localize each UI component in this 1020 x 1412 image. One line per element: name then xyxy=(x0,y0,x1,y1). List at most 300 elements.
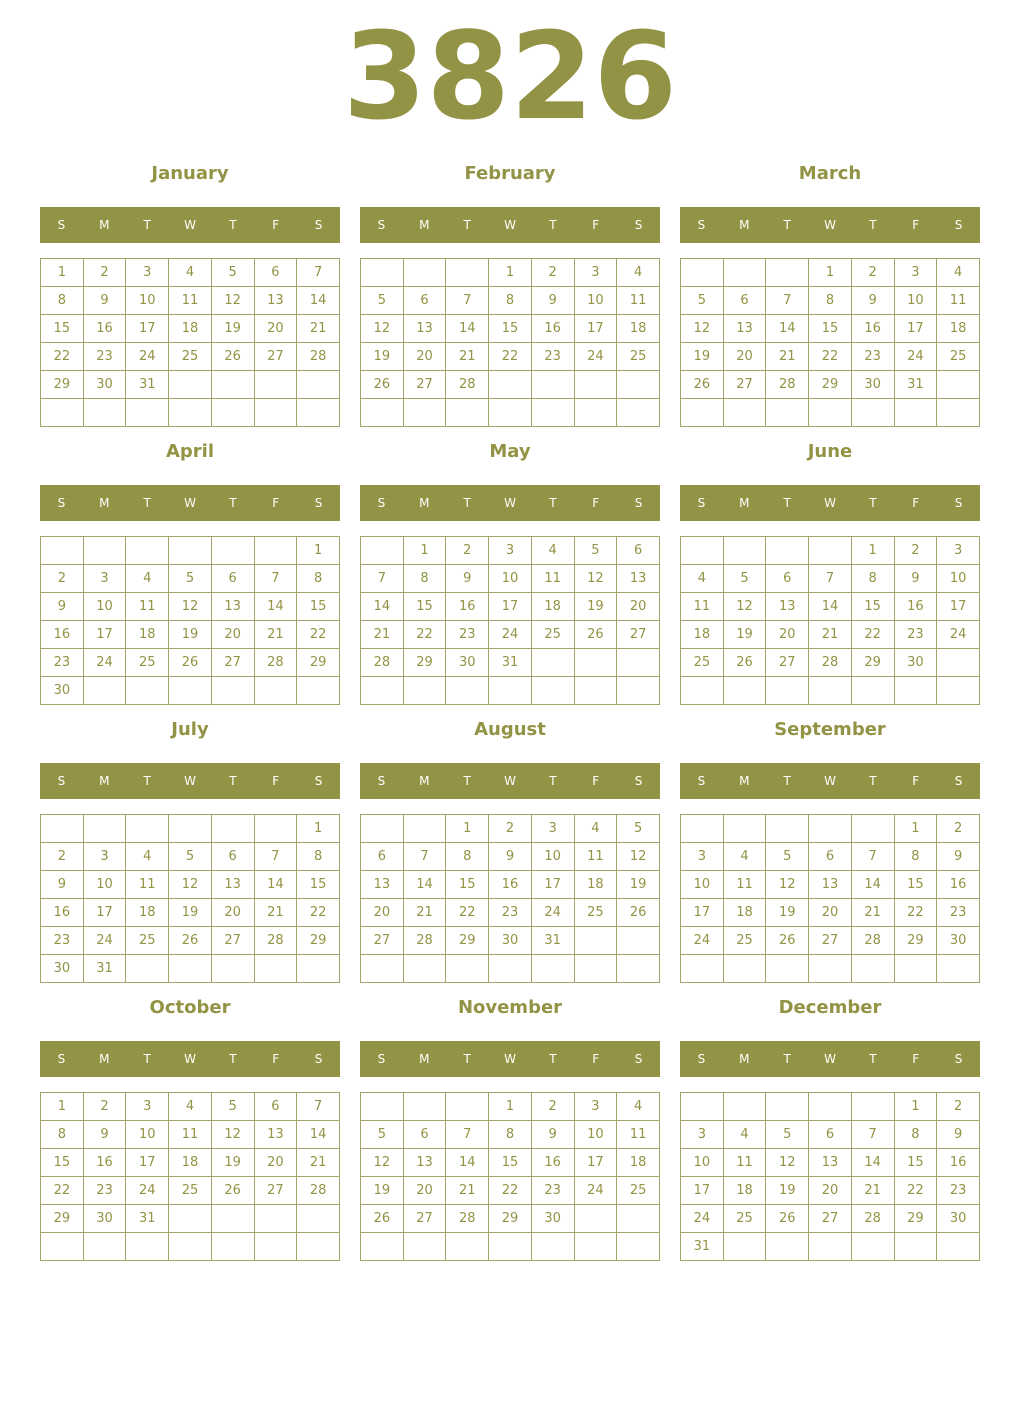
day-cell: 8 xyxy=(297,565,340,593)
day-cell: 15 xyxy=(41,315,84,343)
day-cell: 30 xyxy=(937,927,980,955)
day-cell: 7 xyxy=(403,843,446,871)
day-cell: 10 xyxy=(574,1121,617,1149)
day-cell: 1 xyxy=(809,259,852,287)
week-row xyxy=(361,399,660,427)
week-row xyxy=(41,927,340,955)
empty-day-cell xyxy=(937,649,980,677)
day-cell: 30 xyxy=(446,649,489,677)
empty-day-cell xyxy=(531,649,574,677)
day-cell: 5 xyxy=(361,287,404,315)
week-row xyxy=(361,1121,660,1149)
weekday-label: T xyxy=(463,218,471,232)
weekday-header xyxy=(360,485,660,521)
day-cell: 8 xyxy=(894,1121,937,1149)
week-row xyxy=(361,1177,660,1205)
day-cell: 23 xyxy=(489,899,532,927)
day-cell: 23 xyxy=(83,1177,126,1205)
empty-day-cell xyxy=(681,537,724,565)
weekday-label: W xyxy=(184,1052,196,1066)
empty-day-cell xyxy=(894,677,937,705)
empty-day-cell xyxy=(766,259,809,287)
empty-day-cell xyxy=(809,1093,852,1121)
day-cell: 4 xyxy=(617,1093,660,1121)
empty-day-cell xyxy=(254,955,297,983)
weekday-label: M xyxy=(419,218,430,232)
empty-day-cell xyxy=(169,955,212,983)
weekday-label: T xyxy=(783,218,791,232)
day-cell: 27 xyxy=(211,649,254,677)
day-cell: 26 xyxy=(361,1205,404,1233)
empty-day-cell xyxy=(894,399,937,427)
day-cell: 30 xyxy=(531,1205,574,1233)
weekday-label: S xyxy=(314,774,323,788)
day-cell: 5 xyxy=(723,565,766,593)
weekday-header xyxy=(680,207,980,243)
weekday-label: T xyxy=(463,774,471,788)
week-row xyxy=(681,955,980,983)
empty-day-cell xyxy=(489,1233,532,1261)
week-row xyxy=(681,843,980,871)
day-cell: 28 xyxy=(851,1205,894,1233)
weekday-label: W xyxy=(504,774,516,788)
day-cell: 6 xyxy=(254,259,297,287)
day-cell: 1 xyxy=(851,537,894,565)
empty-day-cell xyxy=(574,399,617,427)
day-cell: 11 xyxy=(169,287,212,315)
day-cell: 10 xyxy=(126,287,169,315)
day-cell: 20 xyxy=(617,593,660,621)
day-cell: 16 xyxy=(83,1149,126,1177)
day-cell: 19 xyxy=(766,1177,809,1205)
day-cell: 21 xyxy=(254,621,297,649)
week-row xyxy=(41,537,340,565)
empty-day-cell xyxy=(254,815,297,843)
weekday-label: S xyxy=(57,1052,66,1066)
day-cell: 5 xyxy=(361,1121,404,1149)
day-cell: 3 xyxy=(894,259,937,287)
day-cell: 13 xyxy=(723,315,766,343)
weekday-label: W xyxy=(504,1052,516,1066)
day-cell: 11 xyxy=(169,1121,212,1149)
month-name: June xyxy=(807,441,853,462)
week-row xyxy=(361,677,660,705)
weekday-label: T xyxy=(783,496,791,510)
empty-day-cell xyxy=(446,1093,489,1121)
empty-day-cell xyxy=(617,927,660,955)
empty-day-cell xyxy=(446,259,489,287)
day-cell: 8 xyxy=(403,565,446,593)
day-cell: 27 xyxy=(254,1177,297,1205)
day-cell: 1 xyxy=(41,259,84,287)
empty-day-cell xyxy=(361,259,404,287)
day-cell: 18 xyxy=(574,871,617,899)
weekday-label: F xyxy=(912,774,920,788)
weekday-label: F xyxy=(592,218,600,232)
week-row xyxy=(41,1177,340,1205)
day-cell: 9 xyxy=(83,1121,126,1149)
day-cell: 26 xyxy=(169,927,212,955)
weekday-header xyxy=(680,485,980,521)
day-cell: 12 xyxy=(211,1121,254,1149)
empty-day-cell xyxy=(766,815,809,843)
day-cell: 20 xyxy=(254,315,297,343)
day-cell: 19 xyxy=(361,343,404,371)
day-cell: 17 xyxy=(574,1149,617,1177)
empty-day-cell xyxy=(809,537,852,565)
empty-day-cell xyxy=(41,399,84,427)
day-cell: 23 xyxy=(446,621,489,649)
day-cell: 9 xyxy=(531,287,574,315)
day-cell: 15 xyxy=(489,1149,532,1177)
week-row xyxy=(361,371,660,399)
day-cell: 17 xyxy=(126,315,169,343)
day-cell: 29 xyxy=(297,927,340,955)
day-cell: 14 xyxy=(297,287,340,315)
day-cell: 24 xyxy=(894,343,937,371)
empty-day-cell xyxy=(297,399,340,427)
weekday-label: S xyxy=(57,496,66,510)
day-cell: 8 xyxy=(489,1121,532,1149)
day-cell: 12 xyxy=(766,1149,809,1177)
week-row xyxy=(361,955,660,983)
empty-day-cell xyxy=(41,1233,84,1261)
day-cell: 20 xyxy=(766,621,809,649)
day-cell: 4 xyxy=(169,259,212,287)
day-cell: 16 xyxy=(531,1149,574,1177)
day-cell: 31 xyxy=(894,371,937,399)
week-row xyxy=(681,399,980,427)
day-cell: 22 xyxy=(851,621,894,649)
weekday-label: S xyxy=(377,1052,386,1066)
weekday-label: S xyxy=(954,218,963,232)
weekday-header xyxy=(40,763,340,799)
day-cell: 3 xyxy=(126,1093,169,1121)
day-cell: 27 xyxy=(766,649,809,677)
empty-day-cell xyxy=(297,1205,340,1233)
weekday-header xyxy=(680,1041,980,1077)
day-cell: 11 xyxy=(681,593,724,621)
month-name: September xyxy=(774,719,886,740)
day-cell: 18 xyxy=(126,621,169,649)
empty-day-cell xyxy=(531,371,574,399)
day-cell: 25 xyxy=(169,1177,212,1205)
weekday-label: M xyxy=(99,218,110,232)
weekday-label: W xyxy=(824,496,836,510)
day-cell: 2 xyxy=(937,815,980,843)
day-cell: 10 xyxy=(574,287,617,315)
weekday-header xyxy=(360,763,660,799)
week-row xyxy=(681,1177,980,1205)
day-cell: 4 xyxy=(126,565,169,593)
day-cell: 17 xyxy=(681,1177,724,1205)
empty-day-cell xyxy=(403,1233,446,1261)
day-cell: 13 xyxy=(766,593,809,621)
weekday-label: S xyxy=(377,774,386,788)
weekday-label: F xyxy=(592,1052,600,1066)
weekday-label: M xyxy=(419,1052,430,1066)
day-cell: 31 xyxy=(126,1205,169,1233)
day-cell: 19 xyxy=(361,1177,404,1205)
day-cell: 7 xyxy=(361,565,404,593)
empty-day-cell xyxy=(403,677,446,705)
empty-day-cell xyxy=(681,1093,724,1121)
day-cell: 25 xyxy=(574,899,617,927)
day-cell: 18 xyxy=(169,315,212,343)
day-cell: 27 xyxy=(254,343,297,371)
week-row xyxy=(41,843,340,871)
weekday-label: S xyxy=(377,218,386,232)
empty-day-cell xyxy=(894,1233,937,1261)
week-row xyxy=(681,1205,980,1233)
day-cell: 24 xyxy=(937,621,980,649)
day-cell: 18 xyxy=(617,1149,660,1177)
day-cell: 21 xyxy=(851,899,894,927)
weekday-label: F xyxy=(912,218,920,232)
day-cell: 15 xyxy=(809,315,852,343)
day-cell: 29 xyxy=(41,371,84,399)
day-cell: 17 xyxy=(574,315,617,343)
empty-day-cell xyxy=(766,1093,809,1121)
day-cell: 6 xyxy=(809,1121,852,1149)
empty-day-cell xyxy=(169,1233,212,1261)
day-cell: 1 xyxy=(489,259,532,287)
day-cell: 1 xyxy=(446,815,489,843)
day-cell: 14 xyxy=(403,871,446,899)
day-cell: 7 xyxy=(446,1121,489,1149)
day-cell: 7 xyxy=(446,287,489,315)
week-row xyxy=(41,677,340,705)
weekday-label: M xyxy=(419,774,430,788)
day-cell: 15 xyxy=(297,593,340,621)
day-cell: 24 xyxy=(126,1177,169,1205)
day-cell: 14 xyxy=(851,871,894,899)
day-cell: 17 xyxy=(83,621,126,649)
day-cell: 17 xyxy=(531,871,574,899)
weekday-header xyxy=(360,1041,660,1077)
week-row xyxy=(681,371,980,399)
week-row xyxy=(361,315,660,343)
weekday-label: M xyxy=(739,496,750,510)
day-cell: 9 xyxy=(851,287,894,315)
day-cell: 12 xyxy=(361,315,404,343)
day-cell: 11 xyxy=(126,871,169,899)
empty-day-cell xyxy=(617,1233,660,1261)
empty-day-cell xyxy=(297,1233,340,1261)
weekday-label: T xyxy=(143,1052,151,1066)
empty-day-cell xyxy=(41,815,84,843)
month-name: February xyxy=(464,163,556,184)
day-cell: 28 xyxy=(254,649,297,677)
day-cell: 18 xyxy=(617,315,660,343)
weekday-label: T xyxy=(143,218,151,232)
empty-day-cell xyxy=(361,955,404,983)
day-cell: 19 xyxy=(169,899,212,927)
day-cell: 7 xyxy=(851,1121,894,1149)
day-cell: 11 xyxy=(126,593,169,621)
empty-day-cell xyxy=(489,955,532,983)
empty-day-cell xyxy=(766,399,809,427)
empty-day-cell xyxy=(766,677,809,705)
week-row xyxy=(361,871,660,899)
day-cell: 27 xyxy=(809,927,852,955)
day-cell: 4 xyxy=(723,1121,766,1149)
day-cell: 5 xyxy=(617,815,660,843)
day-cell: 29 xyxy=(894,1205,937,1233)
empty-day-cell xyxy=(723,677,766,705)
day-cell: 22 xyxy=(297,621,340,649)
empty-day-cell xyxy=(41,537,84,565)
empty-day-cell xyxy=(766,955,809,983)
empty-day-cell xyxy=(254,537,297,565)
weekday-header xyxy=(40,485,340,521)
day-cell: 6 xyxy=(809,843,852,871)
day-cell: 27 xyxy=(403,371,446,399)
weekday-label: F xyxy=(272,218,280,232)
day-cell: 13 xyxy=(403,1149,446,1177)
day-cell: 23 xyxy=(937,1177,980,1205)
day-cell: 18 xyxy=(681,621,724,649)
day-cell: 6 xyxy=(403,1121,446,1149)
day-cell: 1 xyxy=(894,815,937,843)
empty-day-cell xyxy=(297,955,340,983)
weekday-label: T xyxy=(869,774,877,788)
day-cell: 27 xyxy=(403,1205,446,1233)
day-grid xyxy=(680,1092,980,1261)
day-cell: 30 xyxy=(83,1205,126,1233)
week-row xyxy=(361,343,660,371)
day-cell: 15 xyxy=(894,871,937,899)
day-cell: 25 xyxy=(126,927,169,955)
empty-day-cell xyxy=(254,1233,297,1261)
day-cell: 29 xyxy=(809,371,852,399)
day-cell: 25 xyxy=(723,1205,766,1233)
week-row xyxy=(41,621,340,649)
day-cell: 13 xyxy=(211,593,254,621)
week-row xyxy=(681,593,980,621)
empty-day-cell xyxy=(83,815,126,843)
day-cell: 24 xyxy=(574,343,617,371)
day-cell: 17 xyxy=(894,315,937,343)
day-cell: 20 xyxy=(403,343,446,371)
weekday-label: T xyxy=(549,774,557,788)
day-grid xyxy=(680,258,980,427)
month-name: April xyxy=(165,441,215,462)
week-row xyxy=(361,899,660,927)
day-cell: 8 xyxy=(489,287,532,315)
weekday-label: S xyxy=(954,1052,963,1066)
day-cell: 6 xyxy=(403,287,446,315)
weekday-header xyxy=(680,763,980,799)
day-cell: 26 xyxy=(766,1205,809,1233)
day-cell: 22 xyxy=(894,1177,937,1205)
week-row xyxy=(681,1093,980,1121)
empty-day-cell xyxy=(211,815,254,843)
day-cell: 5 xyxy=(766,843,809,871)
empty-day-cell xyxy=(937,371,980,399)
empty-day-cell xyxy=(574,1205,617,1233)
weekday-label: W xyxy=(824,218,836,232)
week-row xyxy=(361,621,660,649)
day-cell: 29 xyxy=(489,1205,532,1233)
day-cell: 16 xyxy=(41,899,84,927)
day-cell: 4 xyxy=(126,843,169,871)
weekday-label: M xyxy=(99,774,110,788)
day-cell: 30 xyxy=(83,371,126,399)
day-cell: 26 xyxy=(617,899,660,927)
day-cell: 8 xyxy=(809,287,852,315)
week-row xyxy=(41,1233,340,1261)
week-row xyxy=(41,565,340,593)
week-row xyxy=(681,537,980,565)
empty-day-cell xyxy=(937,399,980,427)
day-cell: 30 xyxy=(937,1205,980,1233)
weekday-label: T xyxy=(549,1052,557,1066)
day-cell: 11 xyxy=(531,565,574,593)
day-grid xyxy=(40,814,340,983)
month-name: August xyxy=(474,719,546,740)
empty-day-cell xyxy=(531,677,574,705)
day-cell: 28 xyxy=(403,927,446,955)
day-cell: 25 xyxy=(169,343,212,371)
empty-day-cell xyxy=(211,399,254,427)
empty-day-cell xyxy=(254,1205,297,1233)
empty-day-cell xyxy=(211,1205,254,1233)
day-cell: 21 xyxy=(809,621,852,649)
day-cell: 23 xyxy=(41,927,84,955)
weekday-label: W xyxy=(824,1052,836,1066)
day-cell: 23 xyxy=(41,649,84,677)
empty-day-cell xyxy=(126,1233,169,1261)
day-cell: 1 xyxy=(41,1093,84,1121)
day-cell: 22 xyxy=(41,1177,84,1205)
weekday-label: T xyxy=(229,774,237,788)
empty-day-cell xyxy=(403,399,446,427)
empty-day-cell xyxy=(403,1093,446,1121)
day-cell: 11 xyxy=(617,1121,660,1149)
day-cell: 11 xyxy=(937,287,980,315)
empty-day-cell xyxy=(617,955,660,983)
day-cell: 21 xyxy=(361,621,404,649)
day-cell: 16 xyxy=(531,315,574,343)
empty-day-cell xyxy=(169,399,212,427)
day-cell: 2 xyxy=(851,259,894,287)
weekday-label: T xyxy=(143,774,151,788)
empty-day-cell xyxy=(361,399,404,427)
day-cell: 25 xyxy=(681,649,724,677)
empty-day-cell xyxy=(723,815,766,843)
day-cell: 21 xyxy=(297,315,340,343)
day-cell: 29 xyxy=(297,649,340,677)
day-cell: 12 xyxy=(169,593,212,621)
week-row xyxy=(681,1233,980,1261)
day-cell: 3 xyxy=(681,843,724,871)
day-cell: 7 xyxy=(297,1093,340,1121)
day-cell: 21 xyxy=(446,1177,489,1205)
empty-day-cell xyxy=(169,1205,212,1233)
empty-day-cell xyxy=(681,815,724,843)
empty-day-cell xyxy=(851,399,894,427)
day-cell: 14 xyxy=(361,593,404,621)
empty-day-cell xyxy=(723,1233,766,1261)
day-cell: 3 xyxy=(83,843,126,871)
day-cell: 26 xyxy=(361,371,404,399)
empty-day-cell xyxy=(211,371,254,399)
day-cell: 7 xyxy=(851,843,894,871)
day-cell: 28 xyxy=(446,371,489,399)
day-cell: 9 xyxy=(894,565,937,593)
day-cell: 3 xyxy=(531,815,574,843)
